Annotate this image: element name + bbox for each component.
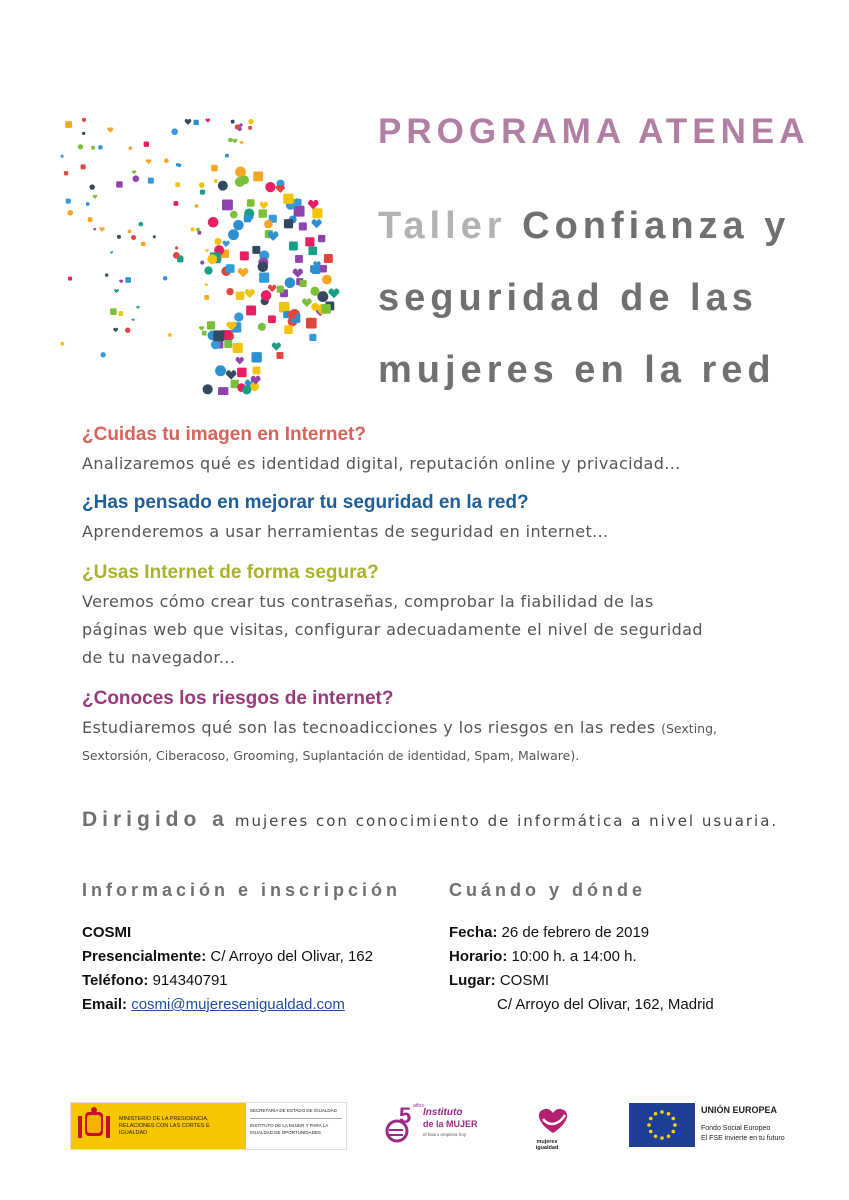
eu-slogan: El FSE invierte en tu futuro bbox=[701, 1135, 785, 1142]
icon-tile bbox=[64, 171, 68, 175]
icon-tile bbox=[284, 219, 293, 228]
eu-flag-icon bbox=[629, 1103, 695, 1147]
icon-tile bbox=[283, 194, 293, 204]
icon-tile bbox=[211, 340, 220, 349]
icon-tile bbox=[236, 357, 244, 364]
taller-word: Taller bbox=[378, 205, 507, 247]
icon-tile bbox=[204, 266, 212, 274]
horario-value: 10:00 h. a 14:00 h. bbox=[511, 948, 637, 965]
section-text-line: Veremos cómo crear tus contraseñas, comprobar la fiabilidad de las bbox=[82, 592, 654, 611]
instituto-sub-text: INSTITUTO DE LA MUJER Y PARA LA IGUALDAD DE OPORTUNIDADES bbox=[250, 1118, 342, 1136]
icon-tile bbox=[61, 342, 65, 346]
icon-tile bbox=[260, 202, 268, 209]
icon-tile bbox=[259, 209, 267, 217]
section-text-line: páginas web que visitas, configurar adecuadamente el nivel de seguridad bbox=[82, 620, 703, 639]
icon-tile bbox=[129, 146, 133, 150]
when-fecha bbox=[449, 921, 809, 945]
icon-tile bbox=[240, 251, 249, 260]
icon-tile bbox=[237, 368, 246, 377]
eu-star-icon bbox=[667, 1112, 671, 1116]
section-text-small-b: Sextorsión, Ciberacoso, Grooming, Suplantación de identidad, Spam, Malware). bbox=[82, 748, 580, 763]
icon-tile bbox=[293, 269, 303, 278]
icon-tile bbox=[285, 277, 296, 288]
icon-tile bbox=[86, 202, 90, 206]
info-email bbox=[82, 993, 442, 1017]
section-question: ¿Usas Internet de forma segura? bbox=[82, 562, 379, 583]
icon-tile bbox=[207, 321, 215, 329]
icon-tile bbox=[175, 182, 180, 187]
instituto-mujer-logo bbox=[385, 1103, 495, 1147]
icon-tile bbox=[251, 352, 261, 362]
icon-tile bbox=[185, 119, 192, 125]
info-column bbox=[82, 880, 442, 1017]
icon-tile bbox=[258, 323, 266, 331]
email-label: Email: bbox=[82, 996, 128, 1013]
icon-tile bbox=[245, 289, 255, 298]
icon-tile bbox=[264, 220, 273, 229]
icon-tile bbox=[199, 326, 204, 331]
icon-tile bbox=[78, 144, 83, 149]
icon-tile bbox=[226, 288, 233, 295]
icon-tile bbox=[312, 219, 322, 228]
icon-tile bbox=[132, 319, 135, 322]
secretaria-block bbox=[246, 1103, 346, 1149]
dirigido-label: Dirigido a bbox=[82, 808, 229, 831]
icon-tile bbox=[300, 280, 307, 287]
icon-tile bbox=[248, 126, 252, 130]
icon-tile bbox=[319, 265, 327, 273]
eu-star-icon bbox=[671, 1130, 675, 1134]
icon-tile bbox=[205, 249, 209, 252]
inst-years: años bbox=[413, 1103, 424, 1109]
icon-tile bbox=[82, 118, 86, 122]
icon-tile bbox=[268, 285, 276, 292]
icon-tile bbox=[321, 304, 330, 313]
icon-tile bbox=[272, 343, 281, 351]
eu-star-icon bbox=[671, 1117, 675, 1121]
eu-star-icon bbox=[667, 1134, 671, 1138]
icon-tile bbox=[253, 171, 263, 181]
presencial-label: Presencialmente: bbox=[82, 948, 207, 965]
icon-tile bbox=[233, 220, 243, 230]
icon-tile bbox=[204, 295, 209, 300]
icon-tile bbox=[265, 182, 275, 192]
info-org bbox=[82, 921, 442, 945]
email-link[interactable]: cosmi@mujeresenigualdad.com bbox=[131, 996, 345, 1013]
icon-tile bbox=[67, 210, 73, 216]
icon-tile bbox=[231, 120, 235, 124]
section-question: ¿Has pensado en mejorar tu seguridad en la red? bbox=[82, 492, 529, 513]
fecha-label: Fecha: bbox=[449, 924, 498, 941]
icon-tile bbox=[253, 367, 261, 375]
when-address: C/ Arroyo del Olivar, 162, Madrid bbox=[497, 996, 714, 1013]
icon-tile bbox=[132, 170, 136, 174]
icon-tile bbox=[318, 235, 325, 242]
icon-tile bbox=[268, 231, 279, 241]
icon-tile bbox=[105, 273, 108, 276]
icon-tile bbox=[288, 310, 297, 319]
icon-tile bbox=[246, 305, 256, 315]
title-line-1: Confianza y bbox=[522, 205, 791, 247]
svg-text:5: 5 bbox=[399, 1103, 412, 1128]
section-imagen bbox=[82, 424, 802, 478]
icon-tile bbox=[91, 146, 95, 150]
icon-tile bbox=[68, 277, 72, 281]
icon-tile bbox=[148, 178, 154, 184]
icon-tile bbox=[225, 154, 229, 158]
section-seguridad bbox=[82, 492, 802, 546]
section-text: Aprenderemos a usar herramientas de seguridad en internet... bbox=[82, 522, 609, 541]
icon-tile bbox=[100, 352, 105, 357]
icon-tile bbox=[61, 155, 64, 158]
icon-tile bbox=[208, 217, 219, 228]
eu-logo bbox=[629, 1103, 794, 1147]
secretaria-text: SECRETARÍA DE ESTADO DE IGUALDAD bbox=[250, 1108, 337, 1113]
icon-tile bbox=[93, 228, 96, 231]
icon-tile bbox=[205, 283, 208, 286]
icon-tile bbox=[232, 139, 237, 144]
icon-tile bbox=[223, 241, 230, 247]
section-question: ¿Cuidas tu imagen en Internet? bbox=[82, 424, 366, 445]
icon-tile bbox=[139, 222, 144, 227]
icon-tile bbox=[312, 208, 322, 218]
icon-tile bbox=[136, 306, 139, 309]
icon-tile bbox=[214, 238, 221, 245]
telefono-value: 914340791 bbox=[152, 972, 228, 989]
icon-tile bbox=[116, 181, 122, 187]
info-telefono bbox=[82, 969, 442, 993]
icon-tile bbox=[164, 158, 169, 163]
icon-tile bbox=[268, 315, 276, 323]
icon-tile bbox=[194, 120, 199, 125]
icon-tile bbox=[309, 334, 316, 341]
ministerio-yellow-block bbox=[71, 1103, 246, 1149]
when-column bbox=[449, 880, 809, 1017]
dirigido-line bbox=[82, 808, 778, 832]
icon-tile bbox=[214, 179, 218, 183]
icon-tile bbox=[177, 163, 181, 167]
icon-tile bbox=[233, 343, 243, 353]
icon-tile bbox=[65, 121, 72, 128]
icon-tile bbox=[248, 119, 253, 124]
icon-tile bbox=[328, 289, 339, 299]
icon-tile bbox=[215, 365, 226, 376]
org-name: COSMI bbox=[82, 924, 132, 941]
eu-star-icon bbox=[654, 1134, 658, 1138]
eu-title: UNIÓN EUROPEA bbox=[701, 1105, 778, 1115]
section-text bbox=[82, 714, 802, 743]
eu-star-icon bbox=[649, 1130, 653, 1134]
icon-tile bbox=[213, 330, 224, 341]
lugar-value: COSMI bbox=[499, 972, 550, 989]
eu-star-icon bbox=[660, 1136, 664, 1140]
when-horario bbox=[449, 945, 809, 969]
mujeres-igualdad-logo bbox=[527, 1105, 579, 1151]
section-text: Analizaremos qué es identidad digital, reputación online y privacidad... bbox=[82, 454, 681, 473]
icon-tile bbox=[284, 325, 293, 334]
eu-star-icon bbox=[649, 1117, 653, 1121]
icon-tile bbox=[259, 273, 269, 283]
icon-tile bbox=[125, 277, 131, 283]
icon-tile bbox=[228, 138, 232, 142]
horario-label: Horario: bbox=[449, 948, 508, 965]
icon-tile bbox=[238, 268, 249, 277]
icon-tile bbox=[113, 328, 118, 332]
icon-tile bbox=[310, 287, 319, 296]
icon-tile bbox=[235, 177, 245, 187]
icon-tile bbox=[163, 276, 167, 280]
heart-icon bbox=[527, 1105, 579, 1135]
icon-tile bbox=[110, 308, 117, 315]
section-text-line: de tu navegador... bbox=[82, 648, 236, 667]
info-presencial bbox=[82, 945, 442, 969]
icon-tile bbox=[305, 237, 314, 246]
eu-star-icon bbox=[654, 1112, 658, 1116]
when-lugar bbox=[449, 969, 809, 993]
icon-tile bbox=[146, 159, 152, 164]
icon-tile bbox=[131, 235, 136, 240]
icon-tile bbox=[200, 190, 205, 195]
icon-tile bbox=[203, 384, 213, 394]
icon-tile bbox=[277, 286, 284, 293]
icon-tile bbox=[198, 231, 202, 235]
icon-tile bbox=[89, 184, 94, 189]
section-text-main: Estudiaremos qué son las tecnoadicciones y los riesgos en las redes bbox=[82, 718, 656, 737]
icon-tile bbox=[117, 235, 121, 239]
icon-tile bbox=[175, 246, 178, 249]
section-text-small-a: (Sexting, bbox=[661, 721, 717, 736]
icon-tile bbox=[276, 352, 283, 359]
eu-star-icon bbox=[673, 1123, 677, 1127]
icon-tile bbox=[302, 298, 312, 307]
icon-tile bbox=[125, 327, 130, 332]
icon-tile bbox=[133, 175, 140, 182]
icon-tile bbox=[82, 132, 85, 135]
inst-name-a: Instituto bbox=[423, 1107, 463, 1118]
icon-tile bbox=[235, 124, 240, 129]
icon-tile bbox=[252, 246, 260, 254]
icon-tile bbox=[226, 264, 235, 273]
info-heading: Información e inscripción bbox=[82, 880, 402, 900]
icon-tile bbox=[218, 387, 228, 395]
icon-tile bbox=[218, 181, 228, 191]
icon-tile bbox=[173, 252, 180, 259]
icon-tile bbox=[226, 370, 237, 379]
icon-tile bbox=[222, 199, 233, 210]
icon-tile bbox=[289, 242, 298, 251]
icon-tile bbox=[234, 312, 243, 321]
icon-tile bbox=[207, 254, 217, 264]
when-heading: Cuándo y dónde bbox=[449, 880, 646, 900]
icon-tile bbox=[308, 200, 319, 209]
icon-tile bbox=[107, 127, 113, 132]
icon-tile bbox=[211, 165, 217, 171]
section-question: ¿Conoces los riesgos de internet? bbox=[82, 688, 394, 709]
program-title: PROGRAMA ATENEA bbox=[378, 112, 810, 151]
spain-coat-of-arms-icon bbox=[75, 1106, 113, 1146]
ministerio-text: MINISTERIO DE LA PRESIDENCIA, RELACIONES CON LAS CORTES E IGUALDAD bbox=[119, 1115, 210, 1136]
eu-star-icon bbox=[647, 1123, 651, 1127]
title-line-2: seguridad de las bbox=[378, 277, 758, 319]
icon-tile bbox=[200, 261, 204, 265]
icon-tile bbox=[261, 290, 272, 301]
icon-tile bbox=[295, 255, 303, 263]
icon-tile bbox=[279, 302, 290, 313]
section-riesgos bbox=[82, 688, 802, 769]
icon-tile bbox=[174, 201, 179, 206]
icon-tile bbox=[98, 145, 103, 150]
eu-fund: Fondo Social Europeo bbox=[701, 1125, 771, 1132]
fecha-value: 26 de febrero de 2019 bbox=[501, 924, 650, 941]
lugar-label: Lugar: bbox=[449, 972, 496, 989]
icon-tile bbox=[128, 230, 132, 234]
icon-tile bbox=[247, 199, 255, 207]
icon-tile bbox=[205, 118, 210, 122]
icon-tile bbox=[295, 199, 302, 206]
icon-tile bbox=[191, 227, 195, 231]
icon-tile bbox=[228, 229, 239, 240]
icon-tile bbox=[153, 235, 156, 238]
eu-star-icon bbox=[660, 1110, 664, 1114]
icon-tile bbox=[195, 204, 198, 207]
icon-tile bbox=[196, 228, 200, 232]
ministerio-logo bbox=[70, 1102, 347, 1150]
icon-tile bbox=[242, 385, 251, 394]
icon-tile bbox=[93, 195, 98, 199]
section-forma-segura bbox=[82, 562, 802, 672]
icon-tile bbox=[110, 251, 113, 254]
mujeres-igualdad-text: mujeres igualdad bbox=[535, 1139, 559, 1151]
icon-tile bbox=[324, 254, 333, 263]
icon-tile bbox=[141, 242, 145, 246]
icon-tile bbox=[119, 279, 123, 283]
telefono-label: Teléfono: bbox=[82, 972, 149, 989]
icon-tile bbox=[88, 217, 93, 222]
icon-tile bbox=[294, 206, 305, 217]
presencial-value: C/ Arroyo del Olivar, 162 bbox=[210, 948, 373, 965]
icon-tile bbox=[322, 275, 332, 285]
hero-head-icons-illustration bbox=[55, 95, 355, 395]
icon-tile bbox=[199, 182, 205, 188]
title-line-3: mujeres en la red bbox=[378, 349, 776, 391]
icon-tile bbox=[66, 199, 71, 204]
icon-tile bbox=[168, 333, 172, 337]
icon-tile bbox=[171, 128, 178, 135]
icon-tile bbox=[118, 311, 123, 316]
icon-tile bbox=[311, 303, 319, 311]
icon-tile bbox=[81, 164, 86, 169]
icon-tile bbox=[114, 289, 119, 293]
icon-tile bbox=[224, 340, 232, 348]
icon-tile bbox=[99, 227, 105, 232]
icon-tile bbox=[308, 246, 317, 255]
icon-tile bbox=[236, 291, 244, 299]
icon-tile bbox=[230, 211, 238, 219]
icon-tile bbox=[306, 318, 317, 329]
icon-tile bbox=[299, 222, 307, 230]
inst-name-b: de la MUJER bbox=[423, 1119, 478, 1129]
dirigido-text: mujeres con conocimiento de informática a nivel usuaria. bbox=[234, 812, 779, 830]
icon-tile bbox=[240, 141, 244, 144]
icon-tile bbox=[258, 262, 268, 272]
icon-tile bbox=[202, 331, 207, 336]
inst-slogan: el futuro empieza hoy bbox=[423, 1132, 467, 1137]
icon-tile bbox=[144, 142, 149, 147]
workshop-title bbox=[378, 190, 818, 406]
